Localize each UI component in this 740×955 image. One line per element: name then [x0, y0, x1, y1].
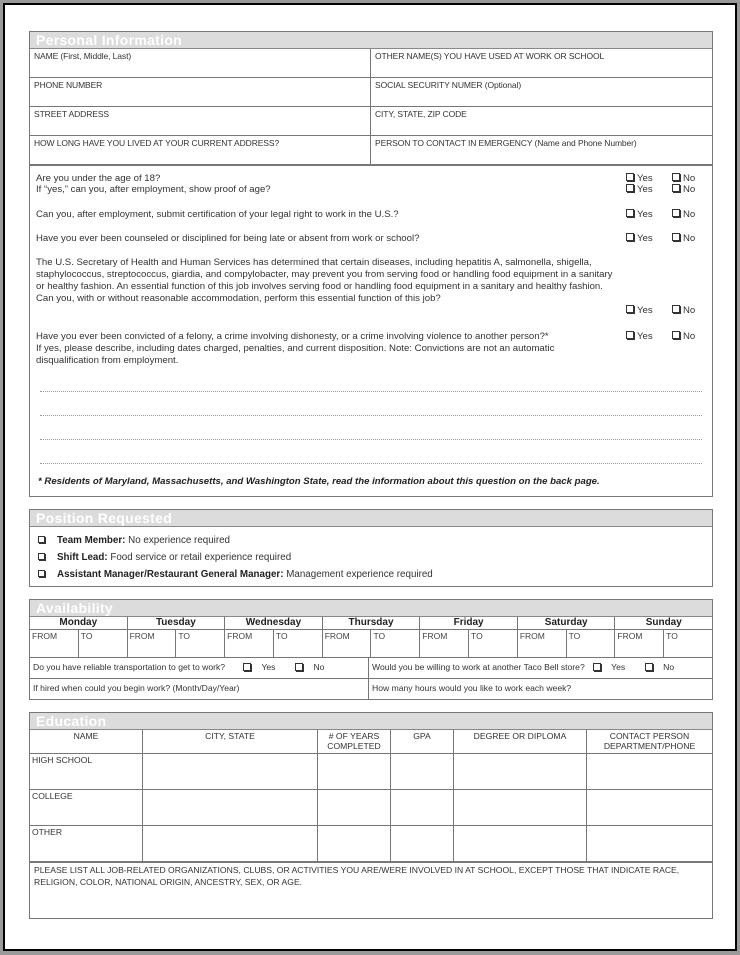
- yes-label: Yes: [637, 331, 653, 342]
- transportation-question: [30, 658, 369, 678]
- questions-area: [30, 165, 712, 493]
- city-state-zip-field[interactable]: CITY, STATE, ZIP CODE: [375, 109, 467, 119]
- availability-question-row: [30, 679, 712, 699]
- question-text: Are you under the age of 18?: [36, 173, 161, 184]
- no-checkbox[interactable]: [672, 233, 695, 245]
- table-row: [30, 826, 712, 862]
- no-label: No: [683, 331, 696, 342]
- table-row: [30, 754, 712, 790]
- wednesday-to[interactable]: TO: [274, 630, 323, 657]
- personal-row: [30, 78, 712, 107]
- contact-cell[interactable]: [587, 754, 713, 790]
- question-text: Would you be willing to work at another Taco Bell store?: [372, 662, 585, 672]
- yes-checkbox[interactable]: [626, 305, 672, 317]
- education-header-row: [30, 730, 712, 754]
- yes-label: Yes: [637, 209, 653, 220]
- col-name: NAME: [30, 730, 143, 754]
- saturday-to[interactable]: TO: [567, 630, 616, 657]
- no-label: No: [683, 233, 696, 244]
- answer-line[interactable]: [40, 415, 702, 416]
- yes-no-group: [626, 184, 704, 196]
- thursday-to[interactable]: TO: [371, 630, 420, 657]
- position-desc: No experience required: [128, 535, 230, 546]
- no-label: No: [683, 305, 696, 316]
- no-label: No: [683, 184, 696, 195]
- no-checkbox[interactable]: [672, 209, 695, 221]
- question-disciplined: [36, 233, 704, 245]
- no-label: No: [663, 662, 675, 672]
- position-name: Shift Lead:: [57, 552, 108, 563]
- answer-line[interactable]: [40, 439, 702, 440]
- yes-checkbox[interactable]: [243, 662, 285, 672]
- checkbox-icon: [672, 173, 680, 181]
- emergency-contact-field[interactable]: PERSON TO CONTACT IN EMERGENCY (Name and Phone Number): [375, 138, 637, 148]
- gpa-cell[interactable]: [391, 826, 454, 862]
- gpa-cell[interactable]: [391, 790, 454, 826]
- saturday-from[interactable]: FROM: [518, 630, 567, 657]
- no-label: No: [313, 662, 325, 672]
- phone-field[interactable]: PHONE NUMBER: [30, 78, 371, 106]
- day-wednesday: Wednesday: [225, 617, 323, 629]
- row-label: OTHER: [30, 826, 143, 862]
- thursday-from[interactable]: FROM: [323, 630, 372, 657]
- day-friday: Friday: [420, 617, 518, 629]
- checkbox-icon: [672, 209, 680, 217]
- table-row: [30, 790, 712, 826]
- checkbox-icon: [672, 305, 680, 313]
- question-conviction: [36, 331, 704, 367]
- years-cell[interactable]: [318, 754, 391, 790]
- no-checkbox[interactable]: [672, 305, 695, 317]
- no-checkbox[interactable]: [672, 184, 695, 196]
- question-health: [36, 257, 704, 316]
- checkbox-icon: [626, 173, 634, 181]
- section-title: Personal Information: [30, 32, 712, 49]
- checkbox-icon: [38, 536, 45, 543]
- monday-to[interactable]: TO: [79, 630, 128, 657]
- conviction-note: If yes, please describe, including dates charged, penalties, and current disposition. Note: Convictions are not an automatic disqualification from employment.: [36, 343, 555, 366]
- col-city-state: CITY, STATE: [143, 730, 318, 754]
- checkbox-icon: [38, 570, 45, 577]
- yes-label: Yes: [637, 233, 653, 244]
- tuesday-to[interactable]: TO: [176, 630, 225, 657]
- day-sunday: Sunday: [645, 617, 682, 628]
- position-name: Team Member:: [57, 535, 126, 546]
- degree-cell[interactable]: [454, 790, 587, 826]
- years-cell[interactable]: [318, 826, 391, 862]
- yes-checkbox[interactable]: [593, 662, 635, 672]
- checkbox-icon: [626, 184, 634, 192]
- checkbox-icon: [672, 331, 680, 339]
- no-label: No: [683, 209, 696, 220]
- city-state-cell[interactable]: [143, 754, 318, 790]
- checkbox-icon: [593, 663, 601, 671]
- footnote: * Residents of Maryland, Massachusetts, and Washington State, read the information about this question on the back page.: [38, 476, 600, 487]
- checkbox-icon: [645, 663, 653, 671]
- degree-cell[interactable]: [454, 754, 587, 790]
- col-years: # OF YEARS COMPLETED: [318, 730, 391, 754]
- position-option-team-member[interactable]: [30, 532, 712, 549]
- checkbox-icon: [672, 233, 680, 241]
- yes-no-group: [626, 331, 704, 343]
- personal-information-section: [29, 31, 713, 497]
- checkbox-icon: [243, 663, 251, 671]
- time-at-address-field[interactable]: HOW LONG HAVE YOU LIVED AT YOUR CURRENT ADDRESS?: [30, 136, 371, 164]
- col-gpa: GPA: [391, 730, 454, 754]
- checkbox-icon: [672, 184, 680, 192]
- availability-section: [29, 599, 713, 700]
- friday-from[interactable]: FROM: [420, 630, 469, 657]
- wednesday-from[interactable]: FROM: [225, 630, 274, 657]
- yes-checkbox[interactable]: [626, 331, 672, 343]
- col-contact: CONTACT PERSON DEPARTMENT/PHONE: [587, 730, 713, 754]
- checkbox-icon: [626, 233, 634, 241]
- activities-field[interactable]: PLEASE LIST ALL JOB-RELATED ORGANIZATIONS, CLUBS, OR ACTIVITIES YOU ARE/WERE INVOLVED IN AT SCHOOL, EXCEPT THOSE THAT INDICATE RACE, RELIGION, COLOR, NATIONAL ORIGIN, ANCESTRY, SEX, OR AGE.: [30, 862, 712, 919]
- yes-label: Yes: [261, 662, 276, 672]
- yes-no-group: [626, 233, 704, 245]
- yes-label: Yes: [611, 662, 626, 672]
- col-degree: DEGREE OR DIPLOMA: [454, 730, 587, 754]
- question-proof-of-age: [36, 184, 704, 196]
- sunday-to[interactable]: TO: [666, 631, 678, 641]
- question-legal-right: [36, 209, 704, 221]
- day-thursday: Thursday: [323, 617, 421, 629]
- yes-no-group: [593, 662, 694, 672]
- personal-row: [30, 49, 712, 78]
- sunday-from[interactable]: FROM: [615, 630, 664, 657]
- day-tuesday: Tuesday: [128, 617, 226, 629]
- checkbox-icon: [626, 305, 634, 313]
- yes-no-group: [626, 305, 704, 317]
- other-store-question: [369, 658, 712, 678]
- name-field[interactable]: NAME (First, Middle, Last): [30, 49, 371, 77]
- position-desc: Food service or retail experience required: [110, 552, 292, 563]
- no-checkbox[interactable]: [672, 331, 695, 343]
- position-name: Assistant Manager/Restaurant General Manager:: [57, 569, 284, 580]
- contact-cell[interactable]: [587, 790, 713, 826]
- yes-checkbox[interactable]: [626, 233, 672, 245]
- position-requested-section: [29, 509, 713, 587]
- day-saturday: Saturday: [518, 617, 616, 629]
- checkbox-icon: [626, 209, 634, 217]
- row-label: HIGH SCHOOL: [30, 754, 143, 790]
- yes-no-group: [626, 209, 704, 221]
- checkbox-icon: [38, 553, 45, 560]
- question-text: Have you ever been counseled or disciplined for being late or absent from work or school?: [36, 233, 420, 244]
- position-option-shift-lead[interactable]: [30, 549, 712, 566]
- day-monday: Monday: [30, 617, 128, 629]
- tuesday-from[interactable]: FROM: [128, 630, 177, 657]
- yes-label: Yes: [637, 173, 653, 184]
- from-to-row: [30, 630, 712, 658]
- position-option-manager[interactable]: [30, 566, 712, 583]
- checkbox-icon: [626, 331, 634, 339]
- street-address-field[interactable]: STREET ADDRESS: [30, 107, 371, 135]
- answer-line[interactable]: [40, 463, 702, 464]
- contact-cell[interactable]: [587, 826, 713, 862]
- education-section: [29, 712, 713, 919]
- section-title: Education: [30, 713, 712, 730]
- no-label: No: [683, 173, 696, 184]
- education-table: [30, 730, 712, 862]
- position-list: [30, 527, 712, 583]
- question-text: Do you have reliable transportation to get to work?: [33, 662, 226, 672]
- city-state-cell[interactable]: [143, 790, 318, 826]
- question-text: If “yes,” can you, after employment, show proof of age?: [36, 184, 271, 195]
- question-text: Can you, after employment, submit certification of your legal right to work in the U.S.?: [36, 209, 399, 220]
- hours-per-week-field[interactable]: How many hours would you like to work each week?: [372, 683, 572, 693]
- checkbox-icon: [295, 663, 303, 671]
- yes-checkbox[interactable]: [626, 209, 672, 221]
- section-title: Position Requested: [30, 510, 712, 527]
- city-state-cell[interactable]: [143, 826, 318, 862]
- answer-line[interactable]: [40, 391, 702, 392]
- personal-row: [30, 136, 712, 165]
- no-checkbox[interactable]: [645, 662, 684, 672]
- availability-question-row: [30, 658, 712, 679]
- yes-label: Yes: [637, 305, 653, 316]
- other-names-field[interactable]: OTHER NAME(S) YOU HAVE USED AT WORK OR SCHOOL: [375, 51, 605, 61]
- ssn-field[interactable]: SOCIAL SECURITY NUMER (Optional): [375, 80, 522, 90]
- yes-label: Yes: [637, 184, 653, 195]
- yes-no-group: [243, 662, 344, 672]
- personal-row: [30, 107, 712, 136]
- gpa-cell[interactable]: [391, 754, 454, 790]
- start-date-field[interactable]: If hired when could you begin work? (Month/Day/Year): [30, 679, 369, 699]
- question-text: Have you ever been convicted of a felony, a crime involving dishonesty, or a crime involving violence to another person?*: [36, 331, 549, 342]
- monday-from[interactable]: FROM: [30, 630, 79, 657]
- question-text: The U.S. Secretary of Health and Human Services has determined that certain diseases, including hepatitis A, salmonella, shigella, staphylococcus, streptococcus, giardia, and compylobacter, may prevent you from serving food or handling food equipment in a sanitary or healthy fashion. An essential function of this job involves serving food or handling food equipment in a sanitary and healthy fashion. Can you, with or without reasonable accommodation, perform this essential function of this job?: [36, 257, 613, 304]
- days-header-row: [30, 617, 712, 630]
- yes-checkbox[interactable]: [626, 184, 672, 196]
- row-label: COLLEGE: [30, 790, 143, 826]
- friday-to[interactable]: TO: [469, 630, 518, 657]
- degree-cell[interactable]: [454, 826, 587, 862]
- years-cell[interactable]: [318, 790, 391, 826]
- section-title: Availability: [30, 600, 712, 617]
- no-checkbox[interactable]: [295, 662, 334, 672]
- position-desc: Management experience required: [286, 569, 433, 580]
